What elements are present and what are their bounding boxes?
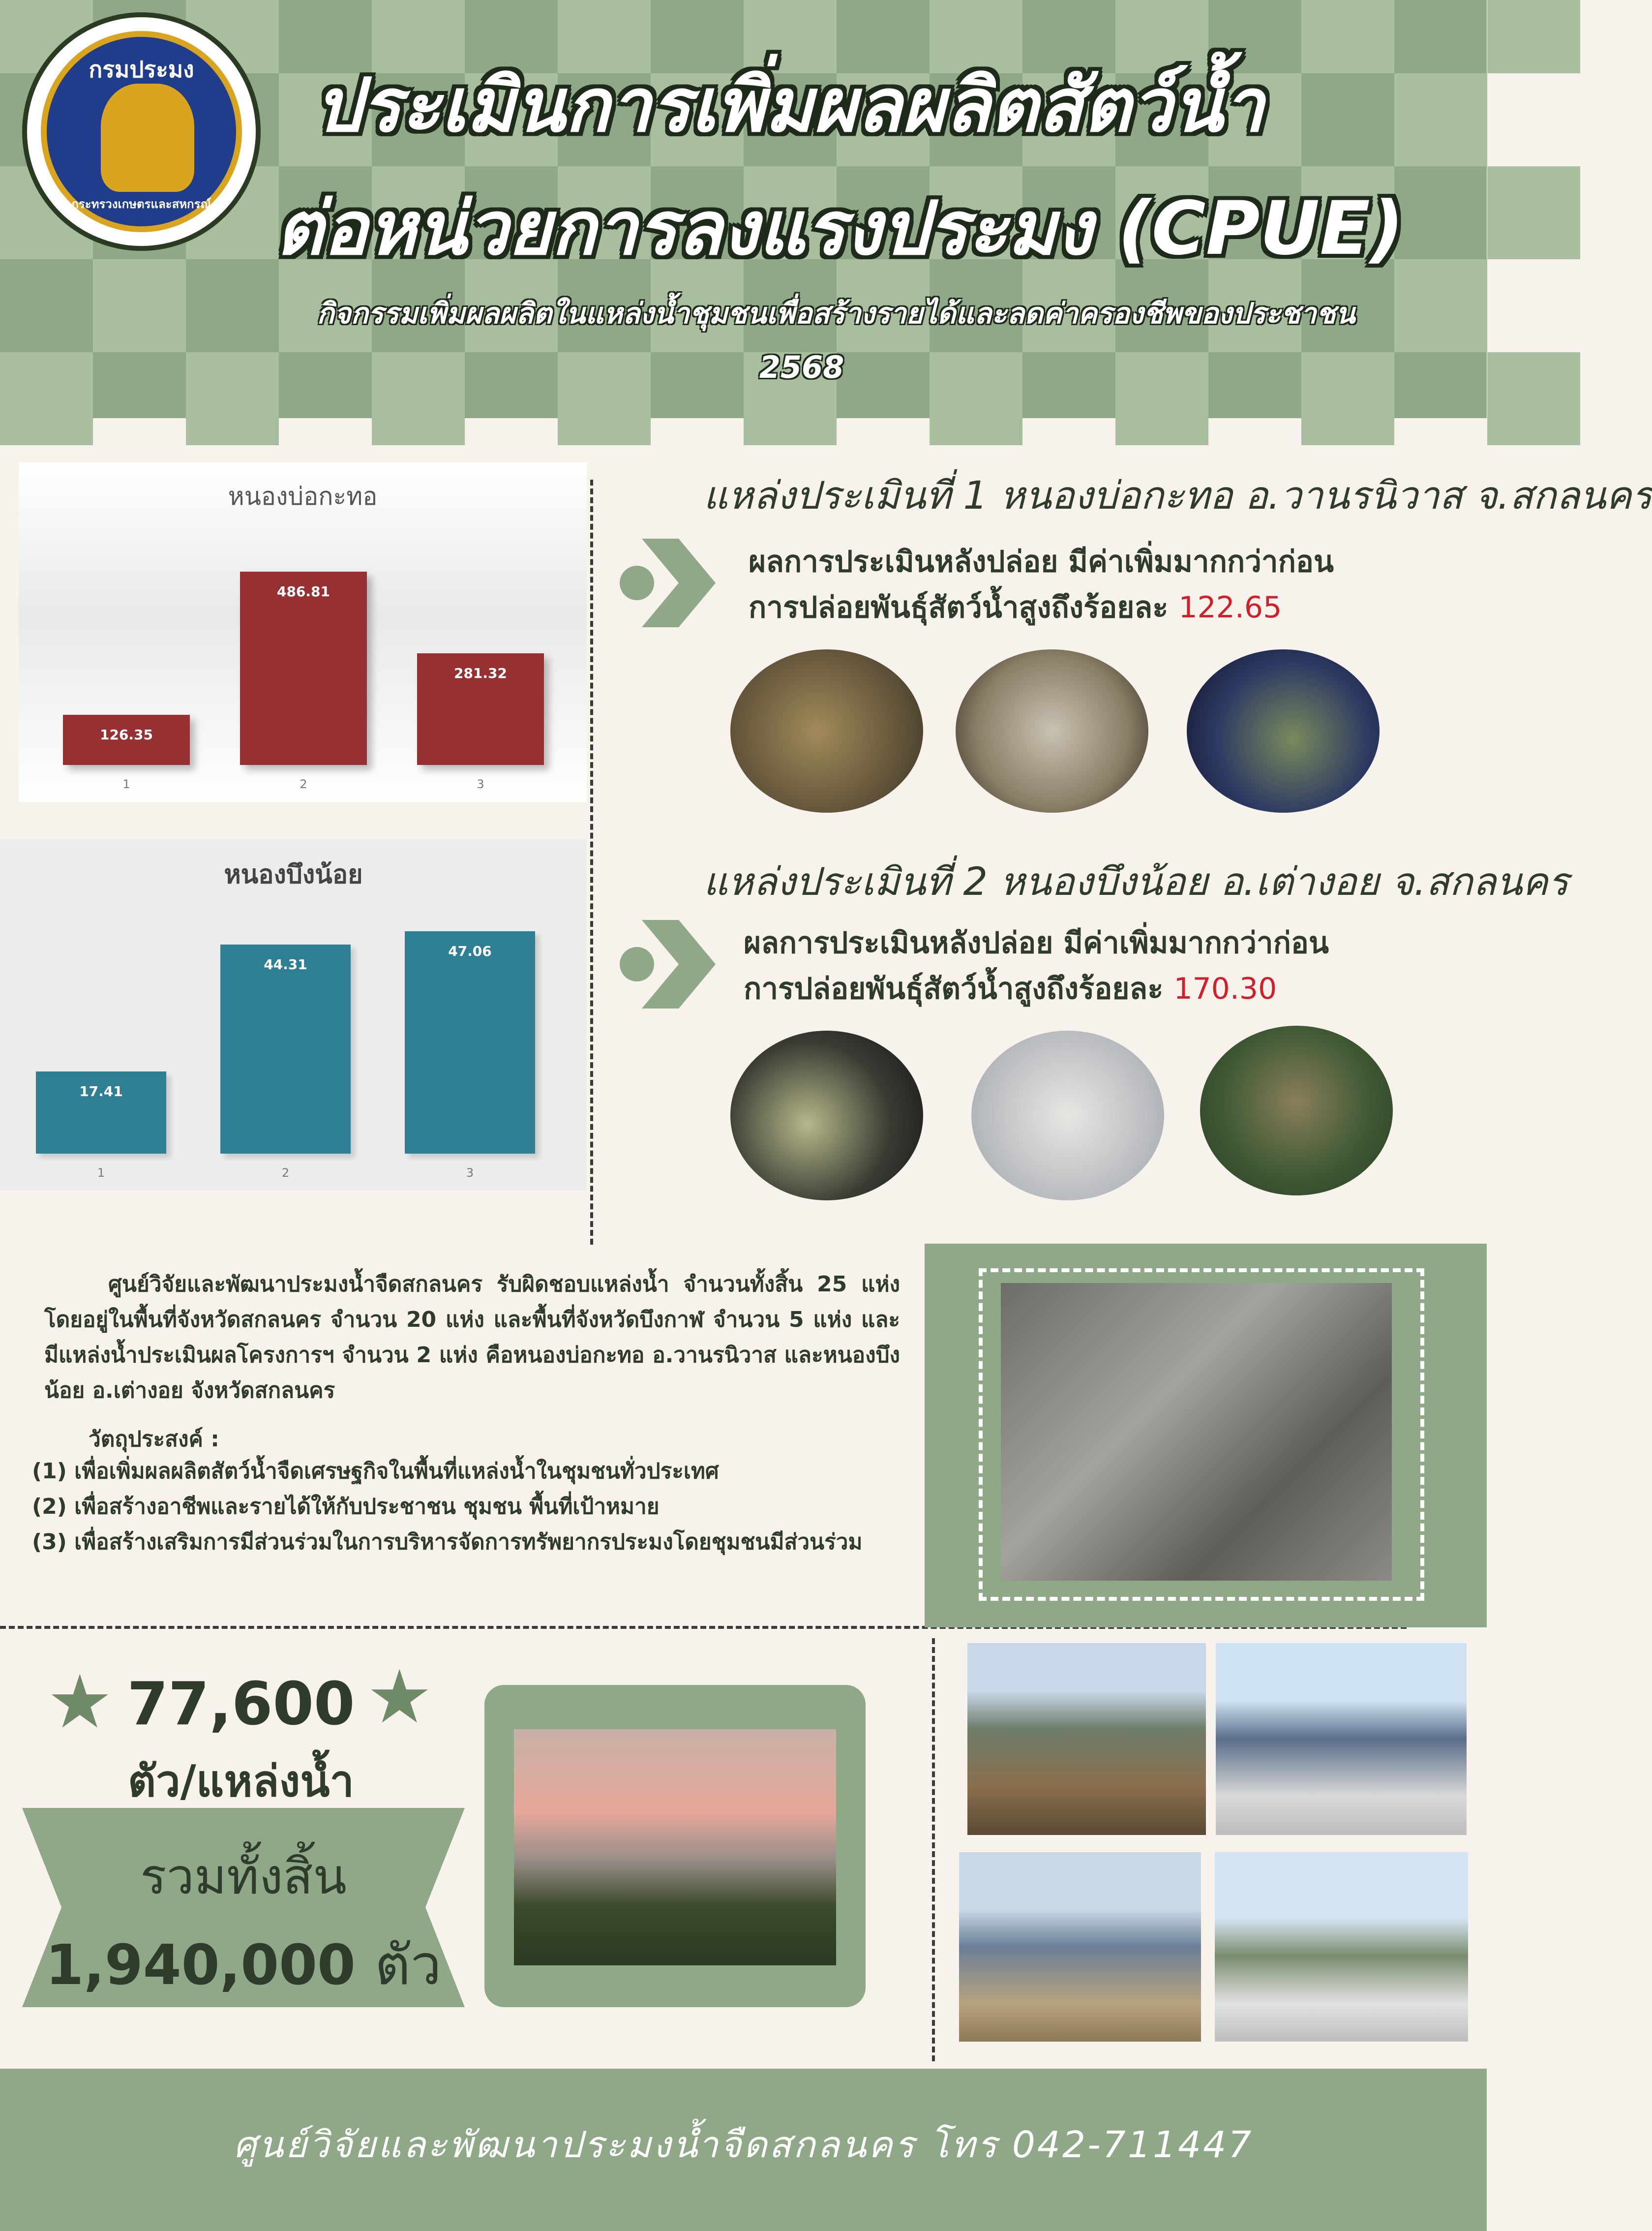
- photo-group-release-3: [1215, 1852, 1468, 2042]
- bar-2: [220, 945, 351, 1154]
- per-source-number: 77,600: [127, 1670, 355, 1739]
- checker-square: [1394, 259, 1487, 352]
- photo-group-release-2: [959, 1852, 1201, 2042]
- checker-square: [0, 352, 93, 445]
- chart-nong-bo-katho: [19, 462, 587, 802]
- chart-nong-bueng-noi: [0, 839, 587, 1191]
- objective-item-1: (1) เพื่อเพิ่มผลผลิตสัตว์น้ำจืดเศรษฐกิจในพื้นที่แหล่งน้ำในชุมชนทั่วประเทศ: [32, 1459, 719, 1484]
- photo-field-work: [1200, 1026, 1393, 1195]
- sunset-photo-frame: [484, 1685, 866, 2007]
- total-label: รวมทั้งสิ้น: [140, 1848, 347, 1905]
- photo-fish-tray: [1001, 1283, 1392, 1581]
- bar-value-label: 281.32: [453, 665, 508, 681]
- site-1-result-label: การปล่อยพันธุ์สัตว์น้ำสูงถึงร้อยละ: [749, 590, 1169, 625]
- checker-square: [1394, 73, 1487, 166]
- checker-square: [93, 259, 186, 352]
- chart-1-title: หนองบ่อกะทอ: [228, 482, 378, 511]
- checker-square: [372, 352, 465, 445]
- site-1-title: แหล่งประเมินที่ 1 หนองบ่อกะทอ อ.วานรนิวาส จ.สกลนคร: [703, 474, 1652, 518]
- checker-square: [1301, 352, 1394, 445]
- photo-shrimp: [730, 649, 923, 813]
- title-line-2: ต่อหน่วยการลงแรงประมง (CPUE): [275, 186, 1404, 272]
- checker-square: [1115, 352, 1208, 445]
- x-tick-label: 2: [300, 777, 307, 791]
- site-2-result-label: การปล่อยพันธุ์สัตว์น้ำสูงถึงร้อยละ: [744, 972, 1164, 1006]
- site-2-title: แหล่งประเมินที่ 2 หนองบึงน้อย อ.เต่างอย จ.สกลนคร: [703, 860, 1569, 904]
- subtitle: กิจกรรมเพิ่มผลผลิตในแหล่งน้ำชุมชนเพื่อสร้างรายได้และลดค่าครองชีพของประชาชน: [317, 297, 1355, 330]
- checker-square: [186, 352, 279, 445]
- x-tick-label: 1: [122, 777, 130, 791]
- photo-sunset-pond: [514, 1729, 836, 1965]
- checker-square: [1487, 0, 1580, 73]
- checker-square: [1301, 0, 1394, 73]
- bar-value-label: 47.06: [448, 943, 492, 959]
- star-icon: ★: [47, 1659, 113, 1745]
- bar-3: [417, 653, 544, 765]
- site-1-result-line-2: [749, 584, 1282, 631]
- x-tick-label: 2: [281, 1166, 290, 1180]
- objective-item-3: (3) เพื่อสร้างเสริมการมีส่วนร่วมในการบริหารจัดการทรัพยากรประมงโดยชุมชนมีส่วนร่วม: [32, 1529, 863, 1555]
- site-2-percent-value: 170.30: [1173, 972, 1277, 1006]
- x-tick-label: 1: [97, 1166, 105, 1180]
- info-paragraph: ศูนย์วิจัยและพัฒนาประมงน้ำจืดสกลนคร รับผิดชอบแหล่งน้ำ จำนวนทั้งสิ้น 25 แห่ง โดยอยู่ในพื้นที่จังหวัดสกลนคร จำนวน 20 แห่ง และพื้นที่จังหวัดบึงกาฬ จำนวน 5 แห่ง และมีแหล่งน้ำประเมินผลโครงการฯ จำนวน 2 แห่ง คือหนองบ่อกะทอ อ.วานรนิวาส และหนองบึงน้อย อ.เต่างอย จังหวัดสกลนคร: [44, 1272, 900, 1403]
- chevron-right-icon: [617, 920, 716, 1009]
- bar-2: [240, 572, 367, 765]
- photo-fish-ruler: [971, 1031, 1164, 1200]
- chevron-right-icon: [617, 539, 716, 627]
- divider-vertical-bottom: [932, 1638, 935, 2061]
- total-number: 1,940,000: [45, 1933, 356, 1997]
- bar-value-label: 126.35: [99, 727, 153, 743]
- x-tick-label: 3: [466, 1166, 474, 1180]
- chart-2-title: หนองบึงน้อย: [224, 860, 363, 889]
- checker-square: [558, 352, 651, 445]
- logo-bottom-text: กระทรวงเกษตรและสหกรณ์: [71, 197, 211, 211]
- x-tick-label: 3: [477, 777, 484, 791]
- photo-pond-net: [967, 1643, 1206, 1835]
- header-banner: [0, 0, 1487, 418]
- footer: [0, 2069, 1487, 2231]
- bar-1: [63, 715, 190, 765]
- checker-square: [1487, 166, 1580, 259]
- bar-3: [405, 931, 535, 1154]
- photo-night-survey: [1187, 649, 1380, 813]
- divider-vertical-top: [590, 480, 593, 1245]
- objective-heading: วัตถุประสงค์ :: [89, 1427, 219, 1452]
- bar-value-label: 17.41: [79, 1083, 123, 1100]
- department-logo: [27, 17, 256, 246]
- photo-fish-catch: [956, 649, 1148, 813]
- star-icon: ★: [366, 1654, 433, 1740]
- site-1-percent-value: 122.65: [1178, 590, 1282, 625]
- total-amount: [22, 1921, 465, 2009]
- per-source-unit: ตัว/แหล่งน้ำ: [128, 1756, 354, 1806]
- photo-night-netting: [730, 1031, 923, 1200]
- footer-contact: ศูนย์วิจัยและพัฒนาประมงน้ำจืดสกลนคร โทร 042-711447: [233, 2124, 1254, 2166]
- objective-item-2: (2) เพื่อสร้างอาชีพและรายได้ให้กับประชาชน ชุมชน พื้นที่เป้าหมาย: [32, 1494, 660, 1519]
- subtitle-year: 2568: [759, 349, 844, 385]
- fish-photo-panel: [925, 1244, 1487, 1627]
- photo-group-release-1: [1216, 1643, 1467, 1835]
- site-1-result-line-1: ผลการประเมินหลังปล่อย มีค่าเพิ่มมากกว่าก่อน: [749, 545, 1334, 579]
- checker-square: [1487, 352, 1580, 445]
- emblem-icon: [101, 84, 194, 192]
- bar-1: [36, 1071, 166, 1154]
- logo-top-text: กรมประมง: [89, 56, 194, 83]
- site-2-result-line-2: [744, 966, 1277, 1012]
- bar-value-label: 44.31: [264, 956, 307, 973]
- objective-list: [32, 1454, 898, 1560]
- checker-square: [930, 352, 1022, 445]
- title-line-1: ประเมินการเพิ่มผลผลิตสัตว์น้ำ: [315, 63, 1264, 149]
- bar-value-label: 486.81: [276, 583, 330, 600]
- total-unit: ตัว: [374, 1933, 442, 1997]
- site-2-result-line-1: ผลการประเมินหลังปล่อย มีค่าเพิ่มมากกว่าก่อน: [744, 926, 1329, 960]
